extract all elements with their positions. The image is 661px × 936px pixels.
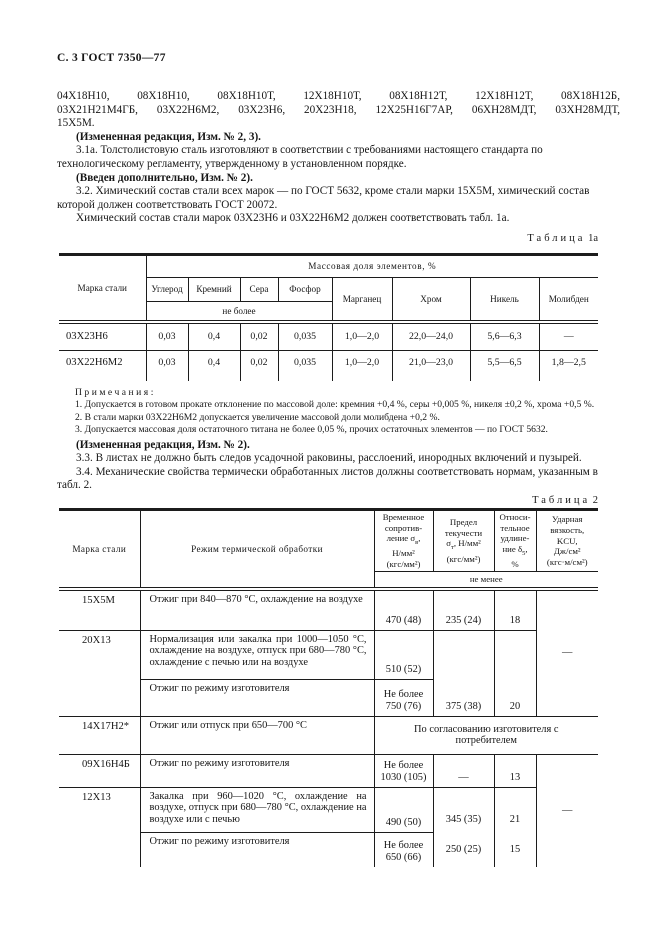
header-molybdenum: Молибден — [539, 277, 598, 322]
header-chromium: Хром — [392, 277, 470, 322]
table-row — [59, 754, 598, 787]
cell-regime: Отжиг или отпуск при 650—700 °С — [140, 716, 374, 754]
header-mass-fraction: Массовая доля элементов, % — [146, 254, 598, 277]
clause-3-1a: 3.1а. Толстолистовую сталь изготовляют в соответствии с требованиями настоящего стандарта по технологическому регламенту, утвержденному в установленном порядке. — [57, 144, 543, 170]
changed-edition-2: (Измененная редакция, Изм. № 2). — [76, 438, 250, 451]
cell-mark: 20Х13 — [59, 630, 140, 716]
table-row — [59, 787, 598, 832]
header-mark: Марка стали — [59, 509, 140, 588]
grades-line-1: 04Х18Н10, 08Х18Н10, 08Х18Н10Т, 12Х18Н10Т, 08Х18Н12Т, 12Х18Н12Т, 08Х18Н12Б, — [57, 90, 620, 102]
page-header: С. 3 ГОСТ 7350—77 — [57, 52, 166, 64]
cell-manganese: 1,0—2,0 — [332, 322, 392, 351]
clause-3-3: 3.3. В листах не должно быть следов усадочной раковины, расслоений, инородных включений и пузырей. — [76, 452, 582, 465]
cell-tensile: Не более 650 (66) — [374, 832, 433, 867]
cell-mark: 14Х17Н2* — [59, 716, 140, 754]
cell-tensile: 470 (48) — [374, 589, 433, 631]
mechanical-properties-table — [59, 508, 598, 867]
cell-elongation: 20 — [494, 630, 536, 716]
table-row — [59, 350, 598, 374]
cell-carbon: 0,03 — [146, 322, 188, 351]
header-impact-toughness: Ударная вязкость, KCU, Дж/см² (кгс·м/см²) — [536, 509, 598, 571]
header-manganese: Марганец — [332, 277, 392, 322]
header-yield-strength: Предел текучести $\sigma_т$, Н/мм² (кгс/мм²) — [433, 509, 494, 571]
cell-yield: 235 (24) — [433, 589, 494, 631]
header-nickel: Никель — [470, 277, 539, 322]
clause-3-4: 3.4. Механические свойства термически обработанных листов должны соответствовать нормам, указанным в табл. 2. — [57, 465, 598, 492]
header-not-less: не менее — [374, 571, 598, 589]
table-1a-label: Таблица 1а — [527, 232, 598, 244]
header-row-group — [59, 254, 598, 277]
header-tensile-strength: Временное сопротив- ление $\sigma_в$, Н/мм² (кгс/мм²) — [374, 509, 433, 571]
note-2: 2. В стали марки 03Х22Н6М2 допускается увеличение массовой доли молибдена +0,2 %. — [75, 411, 440, 423]
notes-heading: Примечания: — [75, 386, 156, 398]
cell-regime: Отжиг по режиму изготовителя — [140, 754, 374, 787]
header-silicon: Кремний — [188, 277, 240, 301]
table-row — [59, 716, 598, 754]
cell-impact-dash: — — [536, 589, 598, 717]
notes-block — [57, 387, 620, 437]
chemical-composition-table — [59, 253, 598, 381]
grades-line-3: 15Х5М. — [57, 117, 95, 130]
cell-mark: 12Х13 — [82, 791, 111, 803]
header-mark: Марка стали — [59, 254, 146, 322]
header-sulfur: Сера — [240, 277, 278, 301]
cell-molybdenum: — — [539, 322, 598, 351]
cell-chromium: 21,0—23,0 — [392, 350, 470, 374]
cell-elongation: 13 — [494, 754, 536, 787]
cell-tensile: Не более 1030 (105) — [374, 754, 433, 787]
steel-grades-paragraph — [57, 90, 620, 131]
header-not-more: не более — [146, 301, 332, 322]
cell-nickel: 5,5—6,5 — [470, 350, 539, 374]
cell-phosphorus: 0,035 — [278, 350, 332, 374]
cell-elongation-stacked: 21 15 — [494, 787, 536, 867]
cell-molybdenum: 1,8—2,5 — [539, 350, 598, 374]
cell-tensile: Не более 750 (76) — [374, 679, 433, 716]
cell-silicon: 0,4 — [188, 322, 240, 351]
cell-regime: Отжиг по режиму изготовителя — [140, 679, 374, 716]
cell-mark: 15Х5М — [59, 589, 140, 631]
cell-chromium: 22,0—24,0 — [392, 322, 470, 351]
header-phosphorus: Фосфор — [278, 277, 332, 301]
note-1: 1. Допускается в готовом прокате отклонение по массовой доле: кремния +0,4 %, серы +0,005 %, никеля ±0,2 %, хрома +0,5 %. — [75, 399, 595, 411]
cell-sulfur: 0,02 — [240, 350, 278, 374]
cell-mark: 03Х23Н6 — [59, 322, 146, 351]
cell-silicon: 0,4 — [188, 350, 240, 374]
cell-impact-dash: — — [536, 754, 598, 867]
cell-phosphorus: 0,035 — [278, 322, 332, 351]
cell-nickel: 5,6—6,3 — [470, 322, 539, 351]
hanging-rules-row — [59, 374, 598, 381]
cell-regime: Нормализация или закалка при 1000—1050 °С, охлаждение на воздухе, отпуск при 680—780 °С, охлаждение с печью или на воздухе — [140, 630, 374, 679]
cell-tensile: 510 (52) — [374, 630, 433, 679]
cell-yield: — — [433, 754, 494, 787]
changed-edition-2-3: (Измененная редакция, Изм. № 2, 3). — [76, 130, 261, 143]
cell-sulfur: 0,02 — [240, 322, 278, 351]
grades-line-2: 03Х21Н21М4ГБ, 03Х22Н6М2, 03Х23Н6, 20Х23Н18, 12Х25Н16Г7АР, 06ХН28МДТ, 03ХН28МДТ, — [57, 103, 620, 116]
cell-elongation: 18 — [494, 589, 536, 631]
header-carbon: Углерод — [146, 277, 188, 301]
cell-regime: Закалка при 960—1020 °С, охлаждение на воздухе, отпуск при 680—780 °С, охлаждение на воздухе или с печью — [140, 787, 374, 832]
cell-manganese: 1,0—2,0 — [332, 350, 392, 374]
table-row — [59, 322, 598, 351]
header-regime: Режим термической обработки — [140, 509, 374, 588]
cell-regime: Отжиг при 840—870 °С, охлаждение на воздухе — [140, 589, 374, 631]
header-elongation: Относи- тельное удлине- ние $\delta_5$, % — [494, 509, 536, 571]
added-note: (Введен дополнительно, Изм. № 2). — [76, 171, 253, 184]
cell-mark: 09Х16Н4Б — [59, 754, 140, 787]
table-2-label: Таблица 2 — [532, 494, 598, 506]
cell-mark: 03Х22Н6М2 — [66, 356, 123, 368]
cell-yield-stacked: 345 (35) 250 (25) — [433, 787, 494, 867]
note-3: 3. Допускается массовая доля остаточного титана не более 0,05 %, прочих остаточных элементов — по ГОСТ 5632. — [75, 424, 548, 436]
cell-tensile: 490 (50) — [374, 787, 433, 832]
cell-carbon: 0,03 — [146, 350, 188, 374]
clause-3-2: 3.2. Химический состав стали всех марок — по ГОСТ 5632, кроме стали марки 15Х5М, химический состав которой должен соответствовать ГОСТ 20072. — [57, 185, 590, 211]
table-row — [59, 630, 598, 679]
cell-yield: 375 (38) — [433, 630, 494, 716]
cell-regime: Отжиг по режиму изготовителя — [140, 832, 374, 867]
cell-agreement: По согласованию изготовителя с потребителем — [374, 716, 598, 754]
header-row — [59, 509, 598, 571]
clause-3-2b: Химический состав стали марок 03Х23Н6 и 03Х22Н6М2 должен соответствовать табл. 1а. — [76, 212, 510, 225]
table-row — [59, 589, 598, 631]
